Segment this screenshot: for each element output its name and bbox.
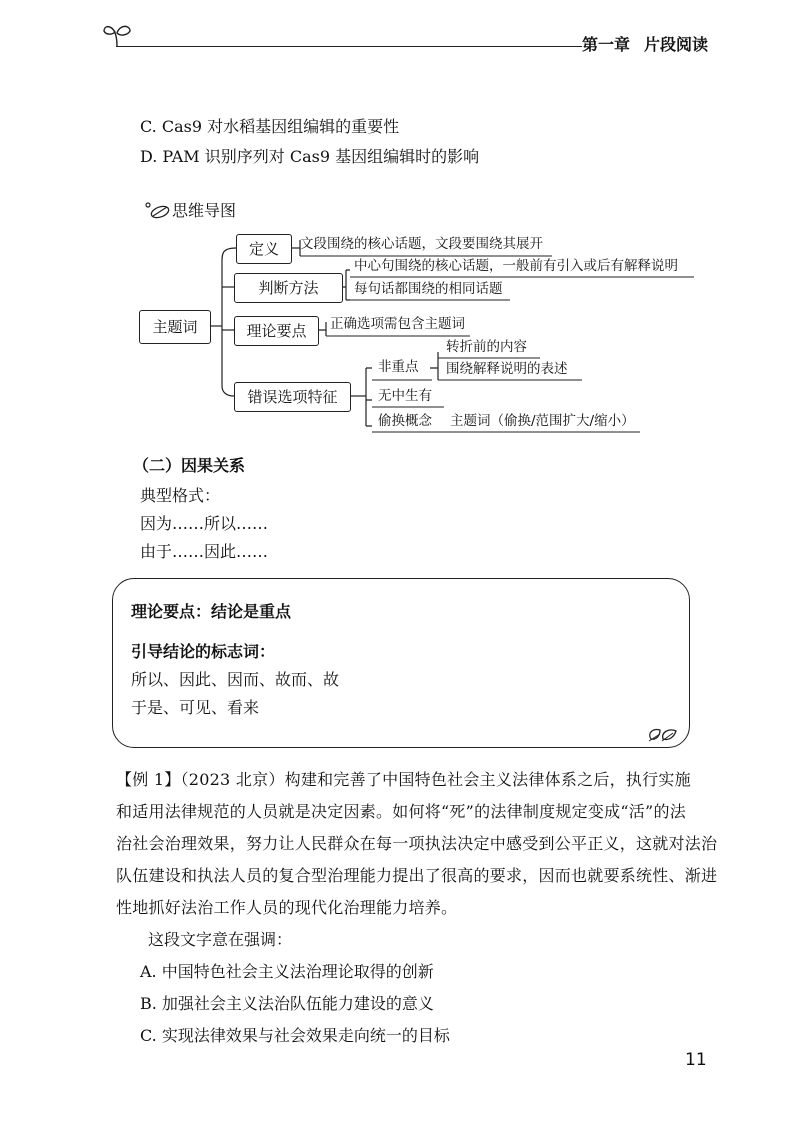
theory-callout [112, 578, 690, 748]
wrong-non-key: 非重点 [378, 359, 419, 375]
callout-words-2: 于是、可见、看来 [131, 698, 260, 717]
example-line-4: 队伍建设和执法人员的复合型治理能力提出了很高的要求，因而也就要系统性、渐进 [116, 866, 718, 885]
wrong-swap: 偷换概念 [378, 413, 432, 429]
wrong-fabricated: 无中生有 [378, 388, 432, 404]
callout-title: 理论要点：结论是重点 [131, 602, 292, 621]
judgement-item-2: 每句话都围绕的相同话题 [354, 281, 503, 297]
mindmap-heading: 思维导图 [172, 201, 237, 220]
section2-format-2: 由于……因此…… [140, 542, 269, 561]
callout-subtitle: 引导结论的标志词： [131, 642, 276, 661]
option-d-top: D. PAM 识别序列对 Cas9 基因组编辑时的影响 [140, 147, 480, 166]
option-c-top: C. Cas9 对水稻基因组编辑的重要性 [140, 117, 400, 136]
example-option-a: A. 中国特色社会主义法治理论取得的创新 [140, 962, 434, 981]
branch-definition: 定义 [236, 234, 292, 264]
definition-item: 文段围绕的核心话题，文段要围绕其展开 [300, 236, 543, 252]
wrong-swap-detail: 主题词（偷换/范围扩大/缩小） [450, 413, 635, 429]
section2-heading: （二）因果关系 [133, 456, 246, 475]
mindmap-root: 主题词 [139, 310, 211, 344]
example-line-1: 【例 1】（2023 北京）构建和完善了中国特色社会主义法律体系之后，执行实施 [116, 770, 691, 789]
page-number: 11 [685, 1050, 707, 1070]
example-option-c: C. 实现法律效果与社会效果走向统一的目标 [140, 1026, 450, 1045]
section2-format-1: 因为……所以…… [140, 514, 269, 533]
example-option-b: B. 加强社会主义法治队伍能力建设的意义 [140, 994, 434, 1013]
leaf-ornament-icon [645, 725, 679, 743]
judgement-item-1: 中心句围绕的核心话题，一般前有引入或后有解释说明 [354, 258, 678, 274]
non-key-item-1: 转折前的内容 [446, 339, 527, 355]
theory-item: 正确选项需包含主题词 [330, 316, 465, 332]
branch-theory: 理论要点 [234, 316, 319, 346]
branch-wrong: 错误选项特征 [234, 382, 351, 412]
branch-judgement: 判断方法 [234, 273, 343, 303]
example-line-5: 性地抓好法治工作人员的现代化治理能力培养。 [116, 898, 458, 917]
header-chapter: 第一章 [582, 35, 631, 54]
non-key-item-2: 围绕解释说明的表述 [446, 361, 568, 377]
section2-format-label: 典型格式： [140, 486, 221, 505]
callout-words-1: 所以、因此、因而、故而、故 [131, 670, 340, 689]
example-line-2: 和适用法律规范的人员就是决定因素。如何将“死”的法律制度规定变成“活”的法 [116, 802, 686, 821]
header-section: 片段阅读 [644, 35, 709, 54]
example-line-3: 治社会治理效果，努力让人民群众在每一项执法决定中感受到公平正义，这就对法治 [116, 834, 718, 853]
example-question: 这段文字意在强调： [148, 930, 293, 949]
